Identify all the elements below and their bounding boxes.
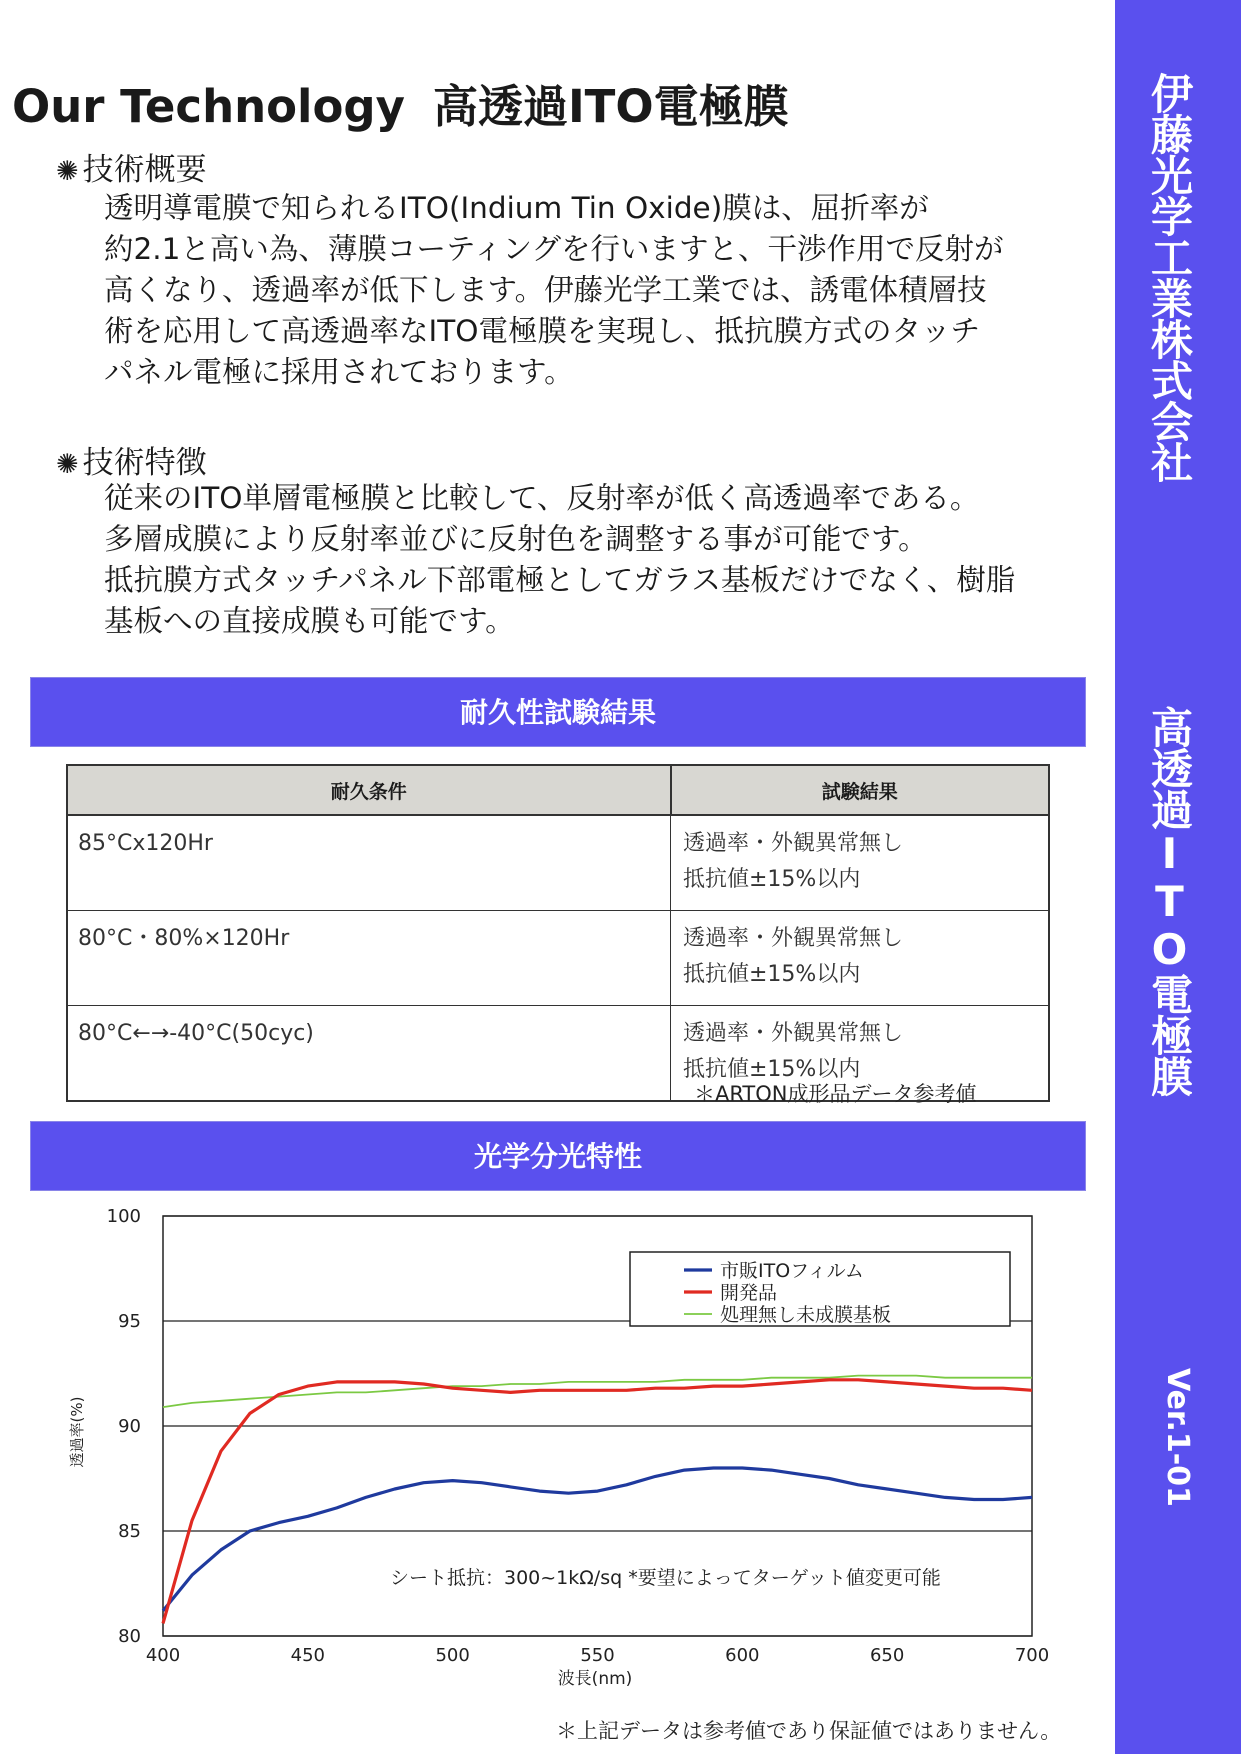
overview-heading: ✺ 技術概要 <box>56 152 207 188</box>
overview-line: パネル電極に採用されております。 <box>104 355 574 389</box>
y-tick-label: 100 <box>106 1206 141 1227</box>
durability-table <box>66 764 1050 1102</box>
chart-legend <box>630 1252 1010 1326</box>
x-tick-label: 400 <box>145 1645 181 1666</box>
result-line: 透過率・外観異常無し <box>683 831 904 856</box>
y-axis-label: 透過率(%) <box>68 1396 86 1468</box>
x-tick-label: 450 <box>290 1645 326 1666</box>
result-cell <box>671 815 1050 911</box>
legend-label: 開発品 <box>720 1282 778 1304</box>
asterisk-bullet-icon: ✺ <box>56 156 79 187</box>
page-title-jp: 高透過ITO電極膜 <box>432 80 789 133</box>
overview-paragraph <box>104 188 1004 393</box>
sidebar-product-name: 高透過ITO電極膜 <box>1145 706 1194 1096</box>
optical-band: 光学分光特性 <box>30 1121 1086 1191</box>
overview-line: 術を応用して高透過率なITO電極膜を実現し、抵抗膜方式のタッチ <box>104 314 980 348</box>
features-heading: ✺ 技術特徴 <box>56 445 207 481</box>
x-tick-label: 700 <box>1014 1645 1050 1666</box>
x-tick-label: 550 <box>580 1645 615 1666</box>
condition-cell: 80°C←→-40°C(50cyc) <box>67 1006 671 1102</box>
page-title <box>12 70 789 135</box>
table-row <box>67 815 1049 911</box>
legend-label: 処理無し未成膜基板 <box>720 1304 892 1326</box>
sidebar-company-name: 伊藤光学工業株式会社 <box>1145 72 1194 482</box>
y-tick-label: 95 <box>118 1311 141 1332</box>
result-cell <box>671 911 1050 1006</box>
page-title-en: Our Technology <box>12 80 405 133</box>
y-tick-label: 85 <box>118 1521 141 1542</box>
disclaimer-note: ＊上記データは参考値であり保証値ではありません。 <box>556 1719 1062 1743</box>
result-line: 透過率・外観異常無し <box>683 1021 904 1046</box>
x-axis-label: 波長(nm) <box>557 1669 633 1686</box>
features-line: 基板への直接成膜も可能です。 <box>104 604 515 638</box>
features-line: 多層成膜により反射率並びに反射色を調整する事が可能です。 <box>104 522 928 556</box>
x-tick-label: 650 <box>869 1645 905 1666</box>
table-header-row <box>67 765 1049 815</box>
y-tick-label: 90 <box>118 1416 141 1437</box>
arton-note: ＊ARTON成形品データ参考値 <box>694 1082 977 1106</box>
condition-cell: 80°C・80%×120Hr <box>67 911 671 1006</box>
y-tick-label: 80 <box>118 1626 141 1647</box>
result-line: 抵抗値±15%以内 <box>683 1057 861 1082</box>
col-result-header: 試験結果 <box>671 765 1050 815</box>
x-tick-label: 600 <box>725 1645 760 1666</box>
features-line: 抵抗膜方式タッチパネル下部電極としてガラス基板だけでなく、樹脂 <box>104 563 1016 597</box>
overview-line: 透明導電膜で知られるITO(Indium Tin Oxide)膜は、屈折率が <box>104 191 929 225</box>
col-condition-header: 耐久条件 <box>67 765 671 815</box>
chart-annotation: シート抵抗：300~1kΩ/sq *要望によってターゲット値変更可能 <box>390 1567 941 1589</box>
transmittance-chart <box>40 1196 1060 1686</box>
overview-line: 高くなり、透過率が低下します。伊藤光学工業では、誘電体積層技 <box>104 273 987 307</box>
result-line: 透過率・外観異常無し <box>683 926 904 951</box>
asterisk-bullet-icon: ✺ <box>56 449 79 480</box>
durability-band: 耐久性試験結果 <box>30 677 1086 747</box>
features-line: 従来のITO単層電極膜と比較して、反射率が低く高透過率である。 <box>104 481 980 515</box>
result-line: 抵抗値±15%以内 <box>683 962 861 987</box>
result-line: 抵抗値±15%以内 <box>683 867 861 892</box>
legend-label: 市販ITOフィルム <box>720 1260 864 1282</box>
overview-line: 約2.1と高い為、薄膜コーティングを行いますと、干渉作用で反射が <box>104 232 1004 266</box>
x-tick-label: 500 <box>435 1645 470 1666</box>
series-line <box>163 1468 1032 1611</box>
sidebar-version: Ver.1-01 <box>1160 1368 1195 1507</box>
features-paragraph <box>104 478 1016 642</box>
table-row <box>67 911 1049 1006</box>
condition-cell: 85°Cx120Hr <box>67 815 671 911</box>
